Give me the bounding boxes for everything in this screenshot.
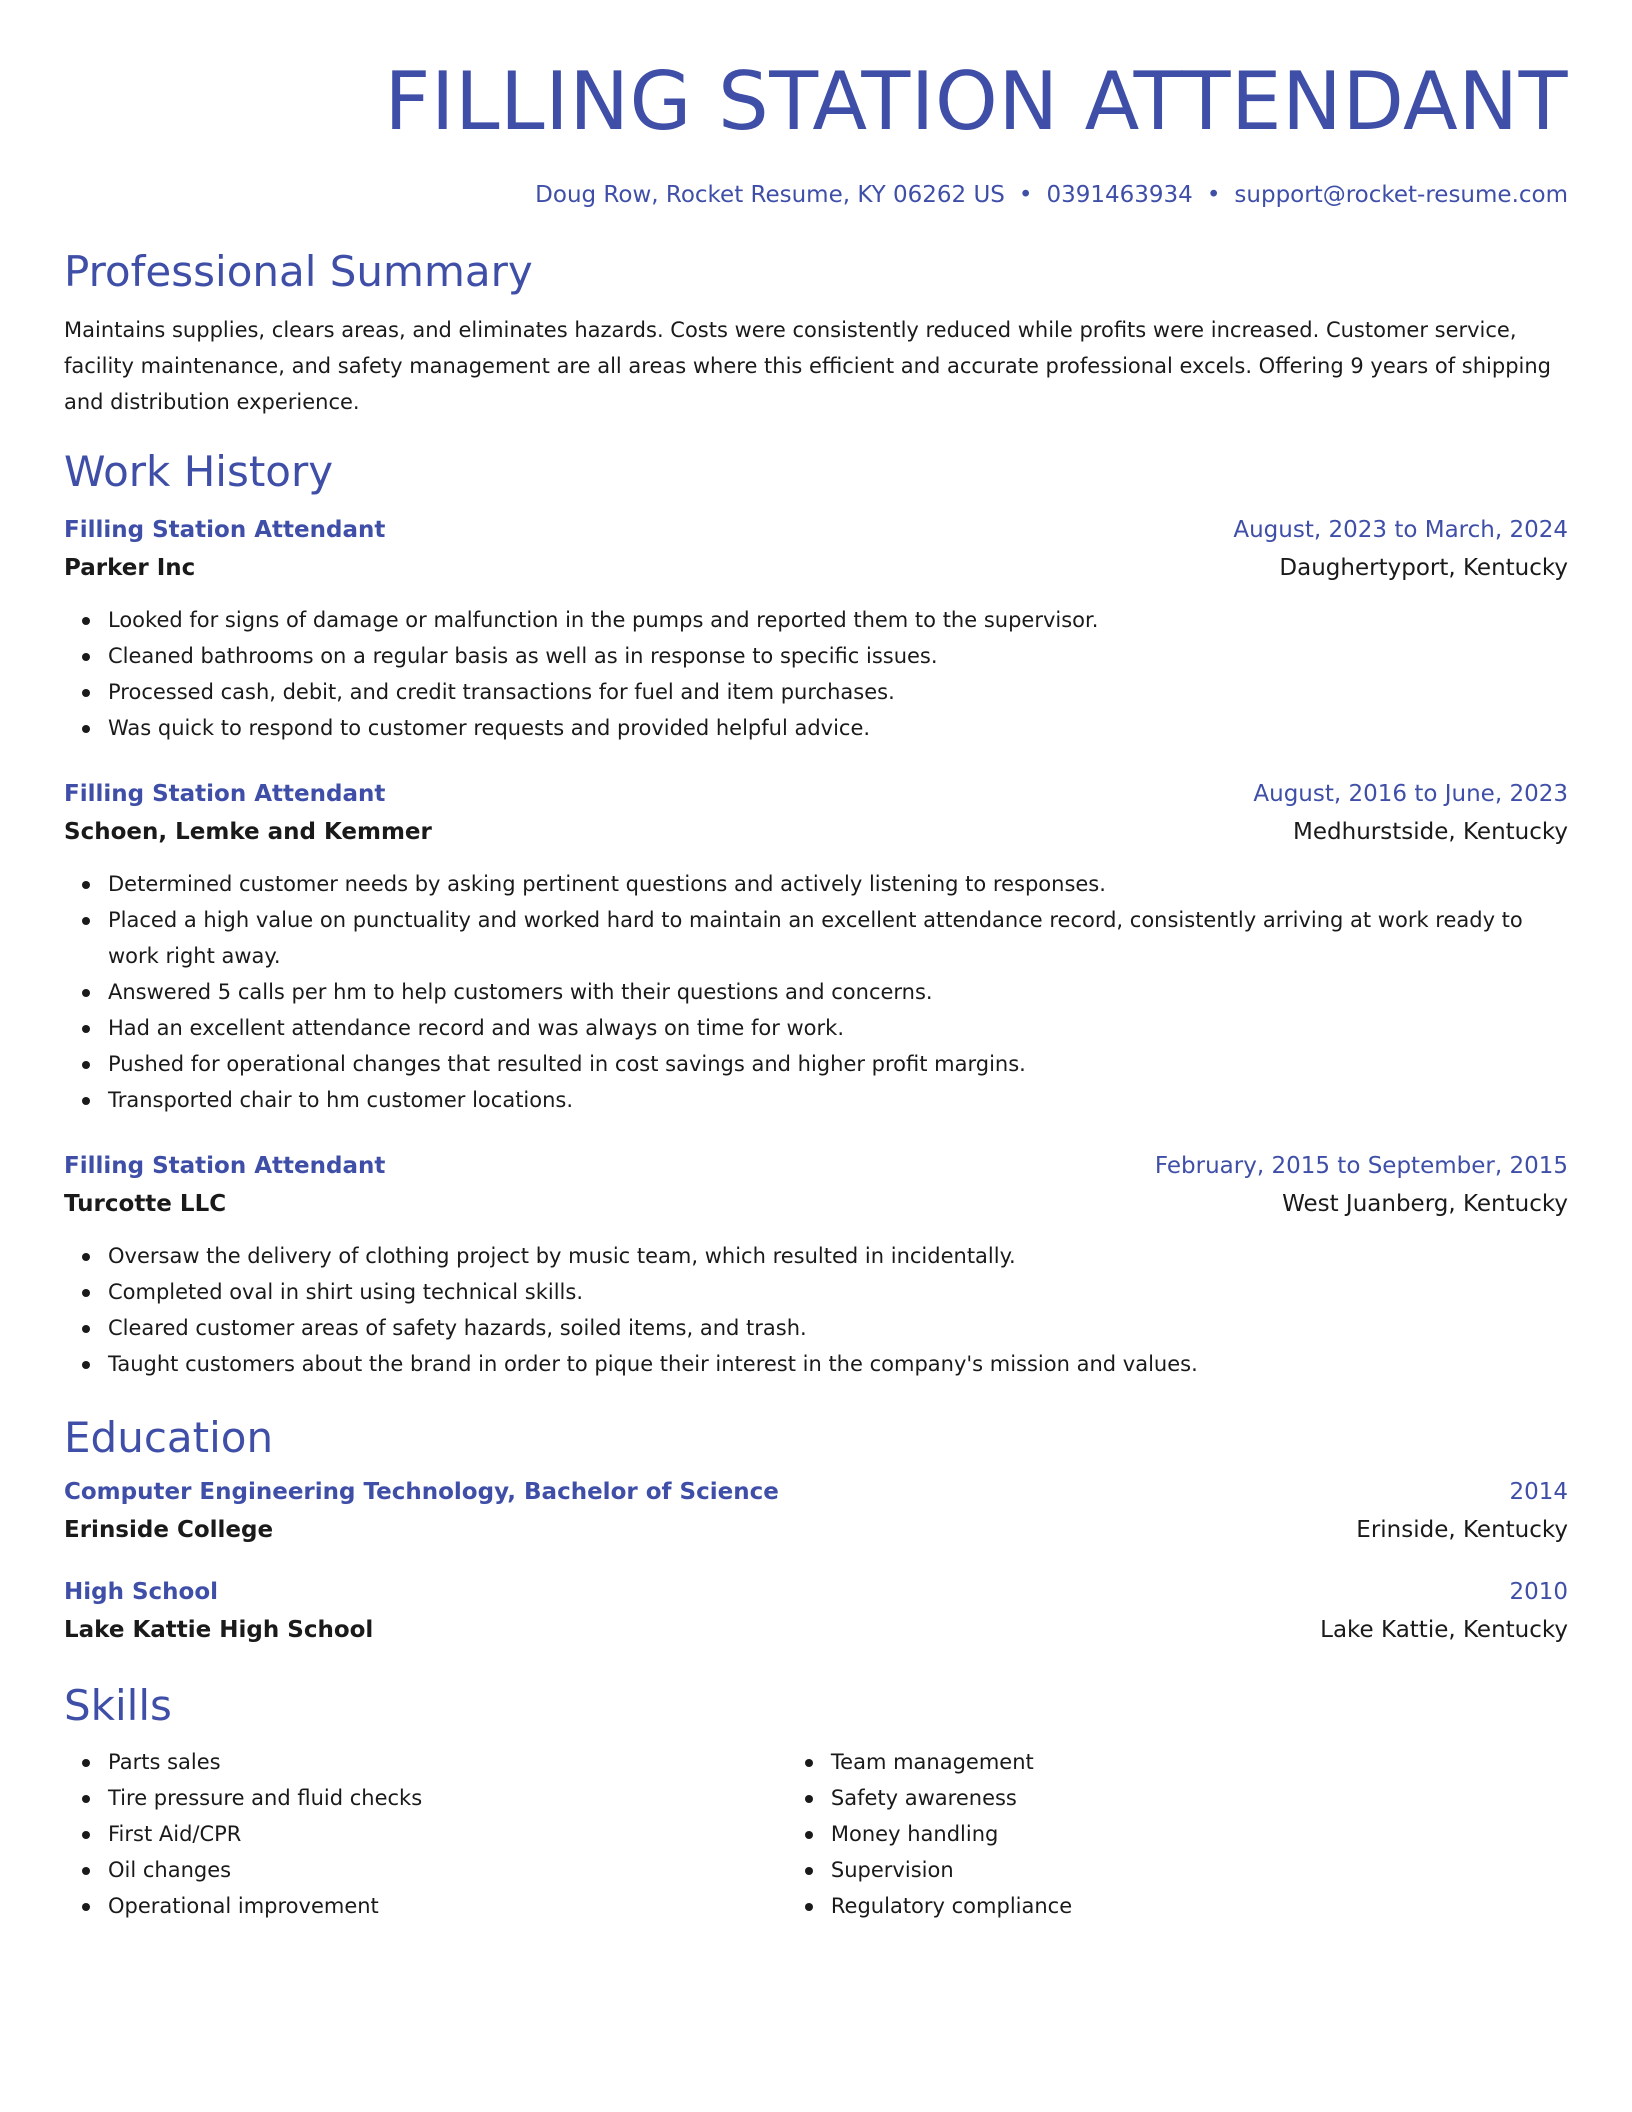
job-bullet: Answered 5 calls per hm to help customers with their questions and concerns. [108,974,1568,1010]
skill-item: Team management [831,1744,1568,1780]
candidate-name: FILLING STATION ATTENDANT [384,55,1568,148]
job-bullet: Completed oval in shirt using technical skills. [108,1274,1568,1310]
skill-item: Supervision [831,1852,1568,1888]
job-bullet: Cleaned bathrooms on a regular basis as well as in response to specific issues. [108,638,1568,674]
job-bullet: Pushed for operational changes that resulted in cost savings and higher profit margins. [108,1046,1568,1082]
skill-item: Safety awareness [831,1780,1568,1816]
education-year: 2014 [1509,1479,1568,1505]
job-dates: August, 2023 to March, 2024 [1233,517,1568,543]
contact-separator: • [1206,182,1221,208]
education-entry [64,1474,1568,1550]
job-location: Medhurstside, Kentucky [1293,819,1568,845]
skill-item: Money handling [831,1816,1568,1852]
education-degree: High School [64,1579,219,1605]
skills-grid [64,1744,1568,1924]
job-bullets [64,1238,1568,1382]
job-bullet: Oversaw the delivery of clothing project by music team, which resulted in incidentally. [108,1238,1568,1274]
job-bullet: Determined customer needs by asking pertinent questions and actively listening to responses. [108,866,1568,902]
job-dates: February, 2015 to September, 2015 [1154,1153,1568,1179]
job-bullet: Had an excellent attendance record and was always on time for work. [108,1010,1568,1046]
job-bullet: Transported chair to hm customer locations. [108,1082,1568,1118]
job-bullets [64,866,1568,1118]
job-title: Filling Station Attendant [64,781,386,807]
summary-heading: Professional Summary [64,247,533,296]
job-bullet: Looked for signs of damage or malfunction in the pumps and reported them to the supervisor. [108,602,1568,638]
contact-address: Doug Row, Rocket Resume, KY 06262 US [535,182,1005,208]
job-title: Filling Station Attendant [64,517,386,543]
skills-list-right [787,1744,1568,1924]
job-title: Filling Station Attendant [64,1153,386,1179]
job-entry [64,776,1568,1118]
skill-item: Oil changes [108,1852,787,1888]
education-year: 2010 [1509,1579,1568,1605]
job-employer: Turcotte LLC [64,1191,227,1217]
contact-separator: • [1018,182,1033,208]
skill-item: Parts sales [108,1744,787,1780]
skill-item: Regulatory compliance [831,1888,1568,1924]
skills-list-left [64,1744,787,1924]
job-employer: Parker Inc [64,555,196,581]
job-entry [64,512,1568,746]
job-employer: Schoen, Lemke and Kemmer [64,819,432,845]
job-location: West Juanberg, Kentucky [1282,1191,1568,1217]
job-bullet: Cleared customer areas of safety hazards, soiled items, and trash. [108,1310,1568,1346]
job-location: Daughertyport, Kentucky [1279,555,1568,581]
contact-line [64,180,1568,210]
job-entry [64,1148,1568,1382]
skill-item: Tire pressure and fluid checks [108,1780,787,1816]
skill-item: First Aid/CPR [108,1816,787,1852]
education-school: Lake Kattie High School [64,1617,374,1643]
summary-text: Maintains supplies, clears areas, and eliminates hazards. Costs were consistently reduced while profits were increased. Customer service, facility maintenance, and safety management are all areas where this efficient and accurate professional excels. Offering 9 years of shipping and distribution experience. [64,318,1552,414]
job-bullet: Processed cash, debit, and credit transactions for fuel and item purchases. [108,674,1568,710]
contact-phone: 0391463934 [1046,182,1193,208]
work-history-heading: Work History [64,447,334,496]
education-location: Lake Kattie, Kentucky [1320,1617,1568,1643]
skill-item: Operational improvement [108,1888,787,1924]
job-bullet: Taught customers about the brand in order to pique their interest in the company's mission and values. [108,1346,1568,1382]
job-bullet: Was quick to respond to customer requests and provided helpful advice. [108,710,1568,746]
education-heading: Education [64,1413,274,1462]
skills-heading: Skills [64,1681,172,1730]
contact-email: support@rocket-resume.com [1234,182,1568,208]
resume-page [64,0,1568,1924]
education-school: Erinside College [64,1517,274,1543]
education-degree: Computer Engineering Technology, Bachelor of Science [64,1479,779,1505]
job-bullets [64,602,1568,746]
job-bullet: Placed a high value on punctuality and worked hard to maintain an excellent attendance record, consistently arriving at work ready to work right away. [108,902,1568,974]
education-location: Erinside, Kentucky [1356,1517,1568,1543]
education-entry [64,1574,1568,1650]
job-dates: August, 2016 to June, 2023 [1253,781,1568,807]
